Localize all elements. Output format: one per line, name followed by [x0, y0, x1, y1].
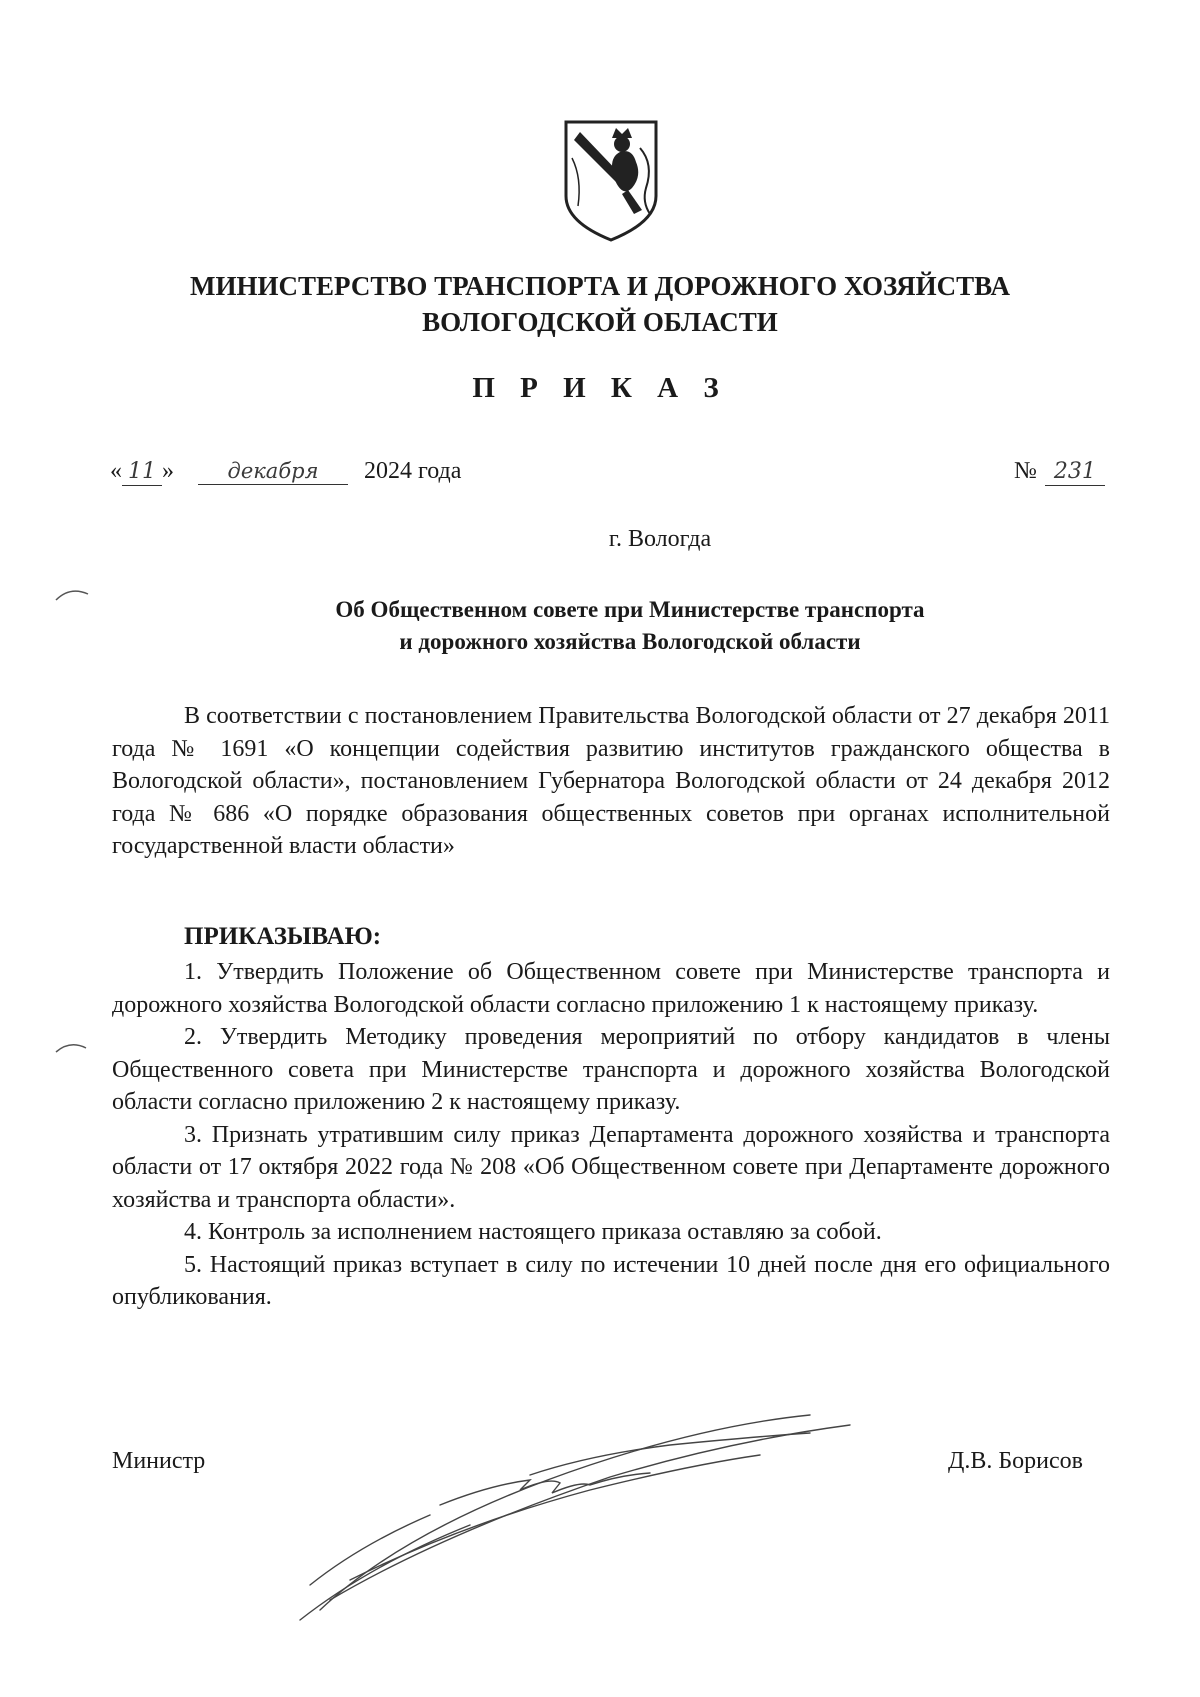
handwritten-signature [290, 1385, 890, 1625]
date-close-quote: » [162, 458, 174, 484]
order-item: 4. Контроль за исполнением настоящего приказа оставляю за собой. [184, 1219, 882, 1245]
subject-line-1: Об Общественном совете при Министерстве транспорта [335, 597, 925, 622]
document-type: П Р И К А З [472, 372, 728, 404]
order-items [112, 956, 1110, 1314]
date-day: 11 [122, 459, 162, 486]
document-subject [0, 594, 1200, 658]
decree-word: ПРИКАЗЫВАЮ: [184, 923, 382, 950]
number-label: № [1014, 458, 1037, 484]
city: г. Вологда [608, 526, 712, 552]
punch-hole-mark [52, 1036, 92, 1056]
signatory-role: Министр [112, 1448, 206, 1474]
ministry-name-line-2: ВОЛОГОДСКОЙ ОБЛАСТИ [422, 307, 778, 337]
date-year: 2024 года [364, 458, 462, 484]
coat-of-arms-icon [562, 118, 660, 244]
document-number [1014, 458, 1105, 486]
order-item: 5. Настоящий приказ вступает в силу по истечении 10 дней после дня его официального опубликования. [112, 1251, 1110, 1310]
preamble [112, 700, 1110, 863]
date-month: декабря [198, 458, 348, 485]
order-item: 1. Утвердить Положение об Общественном совете при Министерстве транспорта и дорожного хозяйства Вологодской области согласно приложению 1 к настоящему приказу. [112, 959, 1110, 1018]
ministry-name [0, 268, 1200, 340]
order-item: 2. Утвердить Методику проведения мероприятий по отбору кандидатов в члены Общественного совета при Министерстве транспорта и дорожного хозяйства Вологодской области согласно приложению 2 к настоящему приказу. [112, 1024, 1110, 1115]
order-item: 3. Признать утратившим силу приказ Департамента дорожного хозяйства и транспорта области от 17 октября 2022 года № 208 «Об Общественном совете при Департаменте дорожного хозяйства и транспорта области». [112, 1121, 1110, 1213]
subject-line-2: и дорожного хозяйства Вологодской области [399, 629, 861, 654]
date-open-quote: « [110, 458, 122, 484]
preamble-text: В соответствии с постановлением Правительства Вологодской области от 27 декабря 2011 года № 1691 «О концепции содействия развитию институтов гражданского общества в Вологодской области», постановлением Губернатора Вологодской области от 24 декабря 2012 года № 686 «О порядке образования общественных советов при органах исполнительной государственной власти области» [112, 703, 1110, 859]
signatory-name: Д.В. Борисов [948, 1448, 1083, 1474]
number-value: 231 [1045, 459, 1105, 486]
ministry-name-line-1: МИНИСТЕРСТВО ТРАНСПОРТА И ДОРОЖНОГО ХОЗЯЙСТВА [190, 271, 1010, 301]
document-date [110, 458, 461, 486]
